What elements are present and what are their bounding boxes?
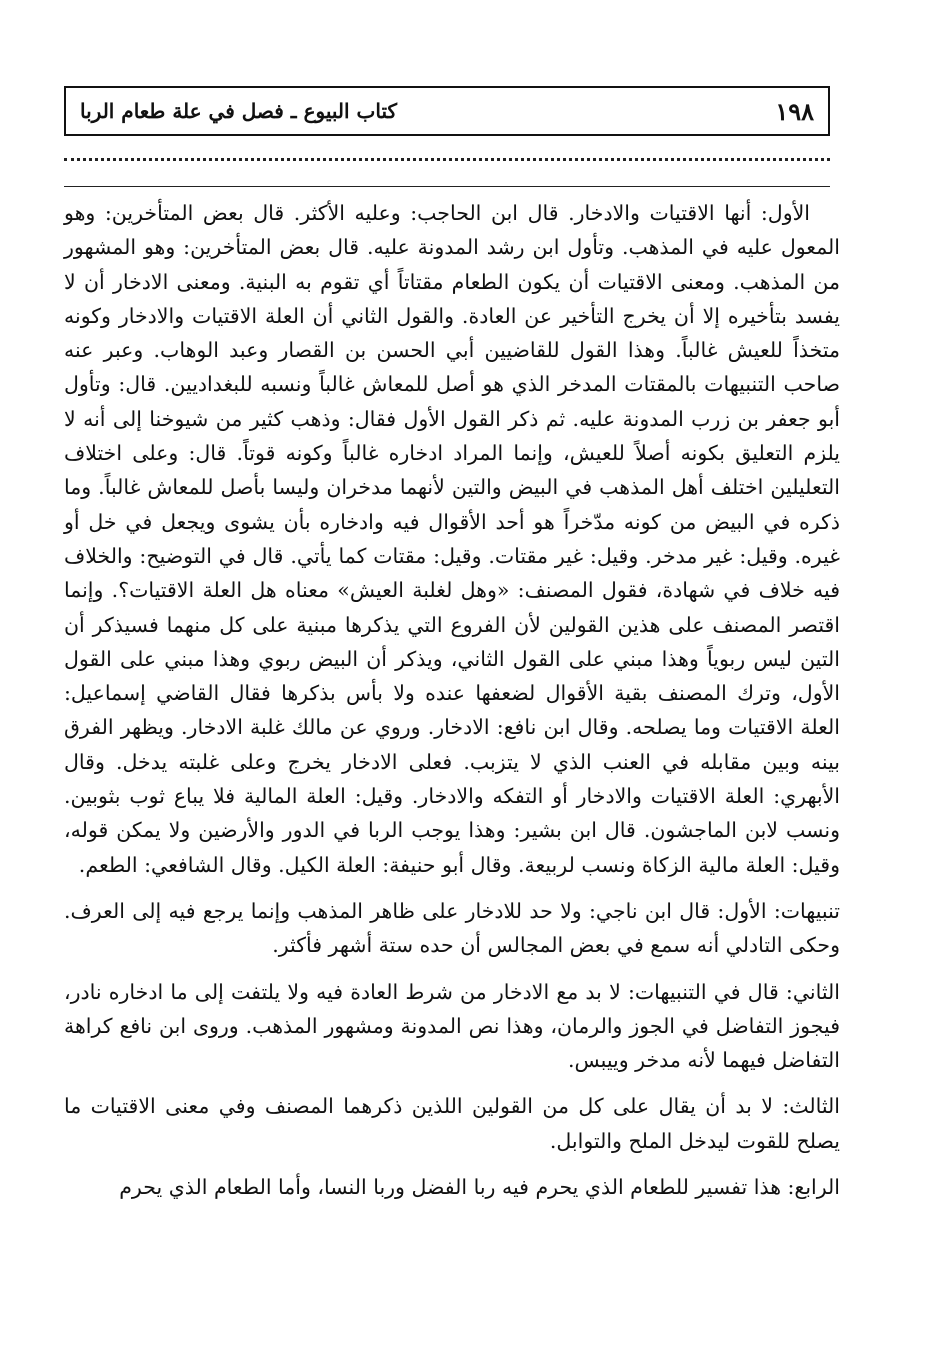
dotted-divider [64,158,830,161]
paragraph-note-2: الثاني: قال في التنبيهات: لا بد مع الادخار من شرط العادة فيه ولا يلتفت إلى ما ادخاره نادر، فيجوز التفاضل في الجوز والرمان، وهذا نص المدونة ومشهور المذهب. وروى ابن نافع كراهة التفاضل فيهما لأنه مدخر وييبس. [64,979,840,1073]
paragraph-causes: الأول: أنها الاقتيات والادخار. قال ابن الحاجب: وعليه الأكثر. قال بعض المتأخرين: وهو المعول عليه في المذهب. وتأول ابن رشد المدونة عليه. قال بعض المتأخرين: وهو المشهور من المذهب. ومعنى الاقتيات أن يكون الطعام مقتاتاً أي تقوم به البنية. ومعنى الادخار أن لا يفسد بتأخيره إلا أن يخرج التأخير عن العادة. والقول الثاني أن العلة الاقتيات والادخار وكونه متخذاً للعيش غالباً. وهذا القول للقاضيين أبي الحسن بن القصار وعبد الوهاب. وعبر عنه صاحب التنبيهات بالمقتات المدخر الذي هو أصل للمعاش غالباً ونسبه للبغداديين. قال: وتأول أبو جعفر بن زرب المدونة عليه. ثم ذكر القول الأول فقال: وذهب كثير من شيوخنا إلى أنه لا يلزم التعليق بكونه أصلاً للعيش، وإنما المراد ادخاره غالباً وكونه قوتاً. قال: وعلى اختلاف التعليلين اختلف أهل المذهب في البيض والتين لأنهما مدخران وليسا بأصل للمعاش غالباً. وما ذكره في البيض من كونه مدّخراً هو أحد الأقوال فيه وادخاره بأن يشوى ويجعل في خل أو غيره. وقيل: غير مدخر. وقيل: غير مقتات. وقيل: مقتات كما يأتي. قال في التوضيح: والخلاف فيه خلاف في شهادة، فقول المصنف: «وهل لغلبة العيش» معناه هل العلة الاقتيات؟. وإنما اقتصر المصنف على هذين القولين لأن الفروع التي يذكرها مبنية على كل منهما فسيذكر أن التين ليس ربوياً وهذا مبني على القول الثاني، ويذكر أن البيض ربوي وهذا مبني على القول الأول، وترك المصنف بقية الأقوال لضعفها عنده ولا بأس بذكرها فقال القاضي إسماعيل: العلة الاقتيات وما يصلحه. وقال ابن نافع: الادخار. وروي عن مالك غلبة الادخار. ويظهر الفرق بينه وبين مقابله في العنب الذي لا يتزبب. فعلى الادخار يخرج وعلى غلبته يدخل. وقال الأبهري: العلة الاقتيات والادخار أو التفكه والادخار. وقيل: العلة المالية فلا يباع ثوب بثوبين. ونسب لابن الماجشون. قال ابن بشير: وهذا يوجب الربا في الدور والأرضين ولا يمكن قوله، وقيل: العلة مالية الزكاة ونسب لربيعة. وقال أبو حنيفة: العلة الكيل. وقال الشافعي: الطعم. [64,201,840,877]
paragraph-note-4: الرابع: هذا تفسير للطعام الذي يحرم فيه ربا الفضل وربا النسا، وأما الطعام الذي يحرم [119,1175,840,1200]
paragraph-note-1: تنبيهات: الأول: قال ابن ناجي: ولا حد للادخار على ظاهر المذهب وإنما يرجع فيه إلى العرف. وحكى التادلي أنه سمع في بعض المجالس أن حده ستة أشهر فأكثر. [64,898,840,958]
page-number: ١٩٨ [775,96,814,126]
paragraph-note-3: الثالث: لا بد أن يقال على كل من القولين اللذين ذكرهما المصنف وفي معنى الاقتيات ما يصلح للقوت ليدخل الملح والتوابل. [64,1094,840,1153]
page-body [64,196,840,1204]
running-header [64,86,830,136]
header-title: كتاب البيوع ـ فصل في علة طعام الربا [80,99,398,123]
solid-divider [64,186,830,187]
